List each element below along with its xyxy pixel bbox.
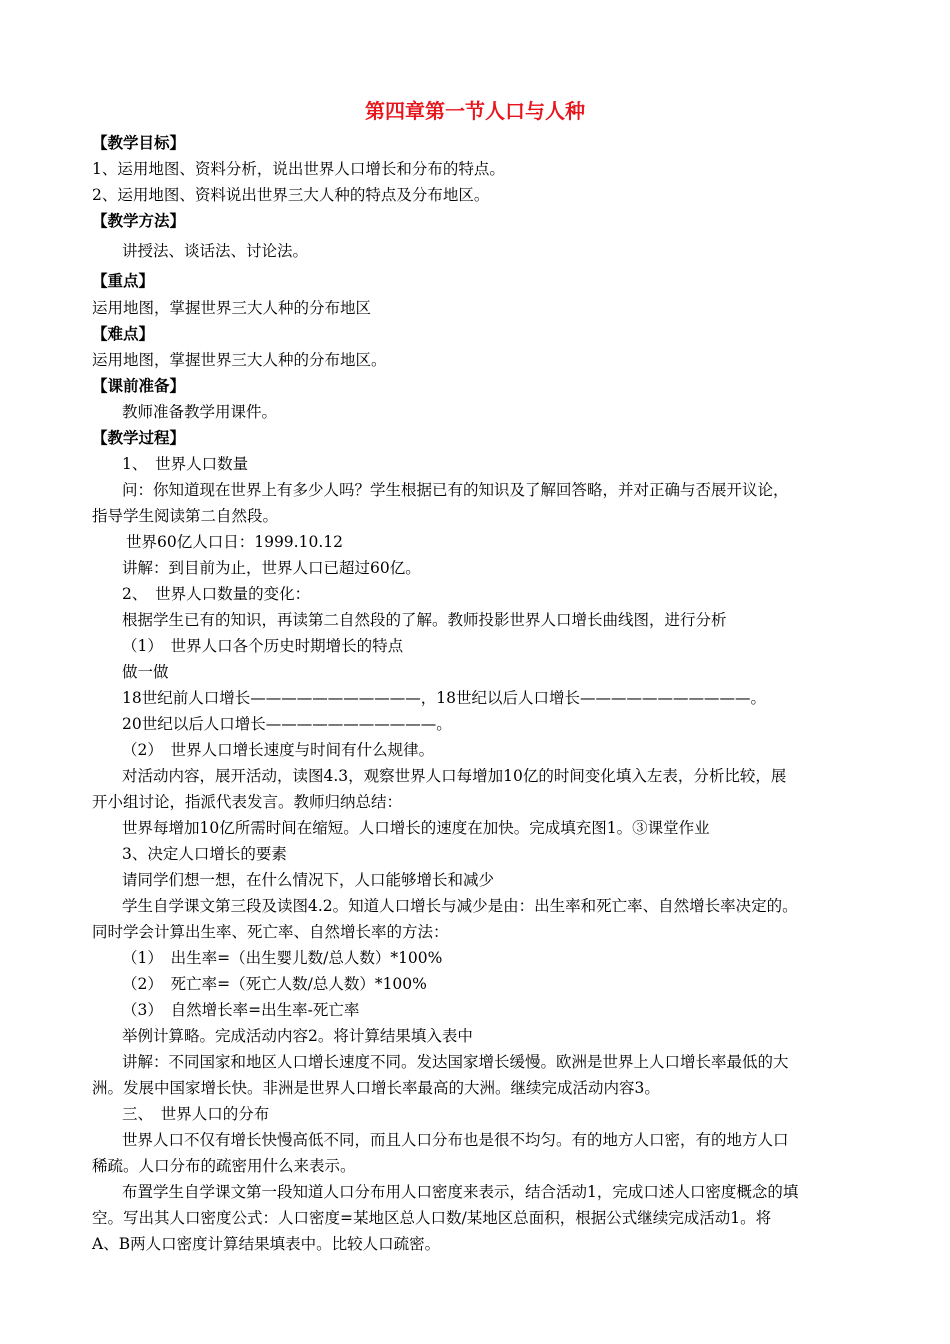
process-line: 三、 世界人口的分布 <box>122 1105 270 1123</box>
process-line: 请同学们想一想，在什么情况下，人口能够增长和减少 <box>122 871 495 889</box>
section-heading-process: 【教学过程】 <box>92 429 186 447</box>
process-line: 举例计算略。完成活动内容2。将计算结果填入表中 <box>122 1027 473 1045</box>
section-heading-preparation: 【课前准备】 <box>92 377 186 395</box>
process-line: 对活动内容，展开活动，读图4.3，观察世界人口每增加10亿的时间变化填入左表，分析比较，展 <box>122 767 787 785</box>
process-line: 空。写出其人口密度公式：人口密度=某地区总人口数/某地区总面积，根据公式继续完成活动1。将 <box>92 1209 772 1227</box>
section-heading-key-points: 【重点】 <box>92 272 155 290</box>
process-line: （2） 世界人口增长速度与时间有什么规律。 <box>122 741 435 759</box>
process-line: 布置学生自学课文第一段知道人口分布用人口密度来表示，结合活动1，完成口述人口密度概念的填 <box>122 1183 799 1201</box>
process-line: 问：你知道现在世界上有多少人吗？学生根据已有的知识及了解回答略，并对正确与否展开议论， <box>122 481 789 499</box>
process-line: 世界60亿人口日：1999.10.12 <box>126 533 343 551</box>
objective-item: 2、运用地图、资料说出世界三大人种的特点及分布地区。 <box>92 186 490 204</box>
process-line: 讲解：到目前为止，世界人口已超过60亿。 <box>122 559 421 577</box>
process-line: 世界人口不仅有增长快慢高低不同，而且人口分布也是很不均匀。有的地方人口密，有的地方人口 <box>122 1131 789 1149</box>
process-line: （1） 世界人口各个历史时期增长的特点 <box>122 637 404 655</box>
process-line: 世界每增加10亿所需时间在缩短。人口增长的速度在加快。完成填充图1。③课堂作业 <box>122 819 710 837</box>
process-line: 同时学会计算出生率、死亡率、自然增长率的方法： <box>92 923 449 941</box>
process-line: 开小组讨论，指派代表发言。教师归纳总结： <box>92 793 403 811</box>
process-line: 指导学生阅读第二自然段。 <box>92 507 279 525</box>
formula-line: （1） 出生率=（出生婴儿数/总人数）*100% <box>122 949 443 967</box>
section-heading-difficulties: 【难点】 <box>92 325 155 343</box>
document-title: 第四章第一节人口与人种 <box>365 99 585 123</box>
key-points-text: 运用地图，掌握世界三大人种的分布地区 <box>92 299 372 317</box>
process-line: A、B两人口密度计算结果填表中。比较人口疏密。 <box>92 1235 441 1253</box>
process-line: 做一做 <box>122 663 169 681</box>
process-line: 洲。发展中国家增长快。非洲是世界人口增长率最高的大洲。继续完成活动内容3。 <box>92 1079 660 1097</box>
process-line: 讲解：不同国家和地区人口增长速度不同。发达国家增长缓慢。欧洲是世界上人口增长率最低的大 <box>122 1053 789 1071</box>
section-heading-methods: 【教学方法】 <box>92 212 186 230</box>
process-line: 3、决定人口增长的要素 <box>122 845 287 863</box>
process-line: 1、 世界人口数量 <box>122 455 249 473</box>
fill-blank-line: 20世纪以后人口增长———————————。 <box>122 715 452 733</box>
difficulties-text: 运用地图，掌握世界三大人种的分布地区。 <box>92 351 387 369</box>
process-line: 学生自学课文第三段及读图4.2。知道人口增长与减少是由：出生率和死亡率、自然增长率决定的。 <box>122 897 798 915</box>
process-line: 根据学生已有的知识，再读第二自然段的了解。教师投影世界人口增长曲线图，进行分析 <box>122 611 727 629</box>
process-line: 2、 世界人口数量的变化： <box>122 585 311 603</box>
fill-blank-line: 18世纪前人口增长———————————，18世纪以后人口增长———————————。 <box>122 689 766 707</box>
process-line: 稀疏。人口分布的疏密用什么来表示。 <box>92 1157 356 1175</box>
preparation-text: 教师准备教学用课件。 <box>122 403 278 421</box>
formula-line: （2） 死亡率=（死亡人数/总人数）*100% <box>122 975 427 993</box>
section-heading-objectives: 【教学目标】 <box>92 134 186 152</box>
methods-text: 讲授法、谈话法、讨论法。 <box>122 242 309 260</box>
objective-item: 1、运用地图、资料分析，说出世界人口增长和分布的特点。 <box>92 160 505 178</box>
formula-line: （3） 自然增长率=出生率-死亡率 <box>122 1001 360 1019</box>
